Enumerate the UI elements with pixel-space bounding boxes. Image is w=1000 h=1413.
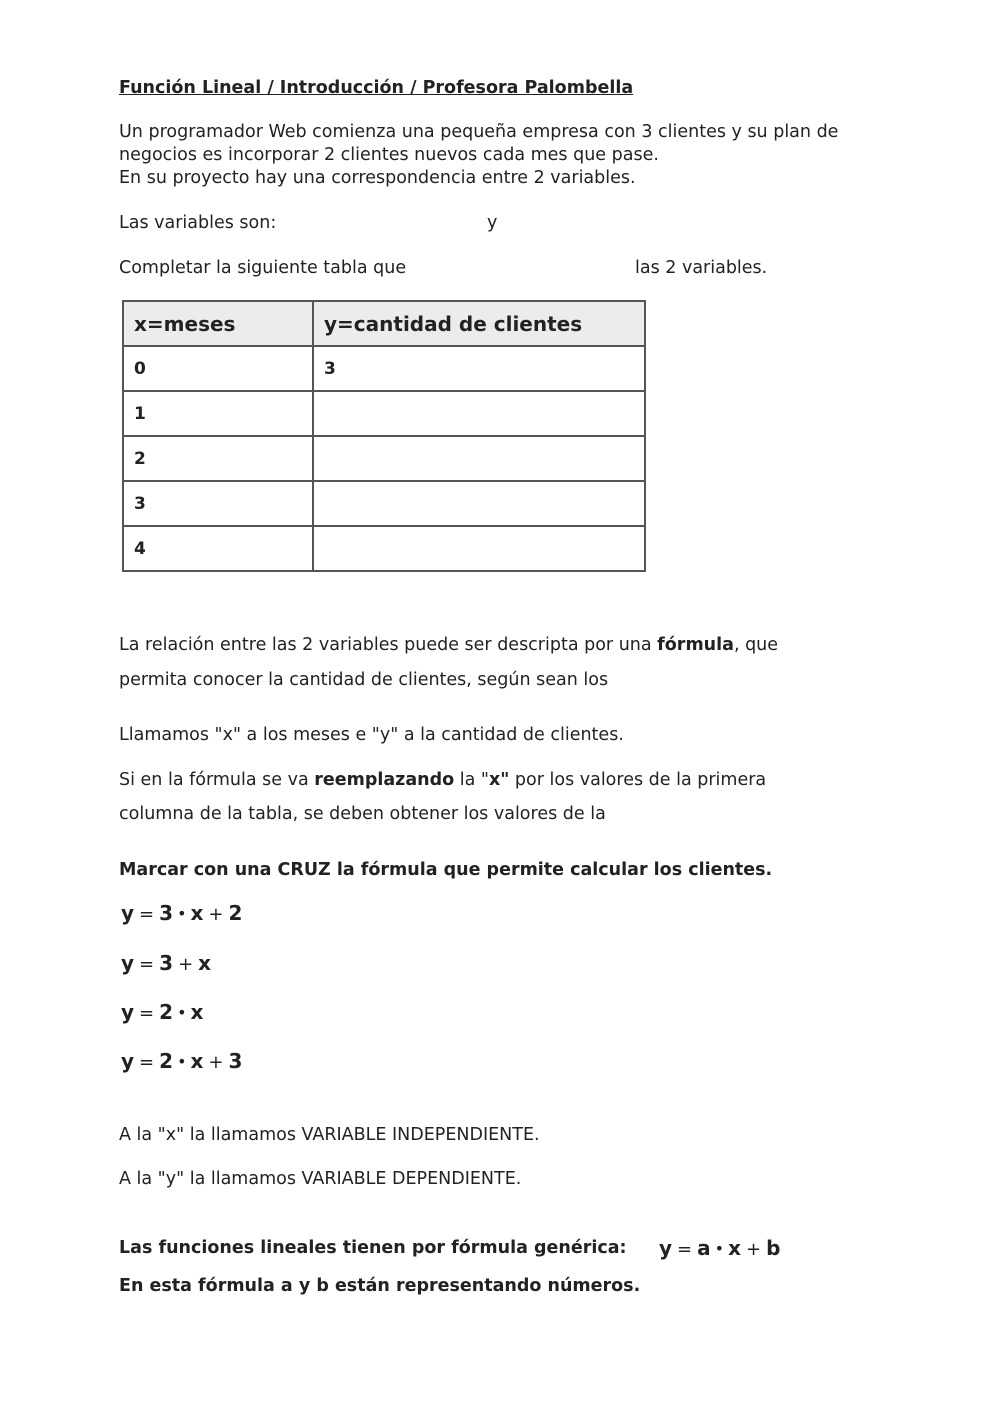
cell-y[interactable] xyxy=(313,526,645,571)
table-row xyxy=(123,481,645,526)
formula-operator-1: + xyxy=(178,954,194,975)
mark-instruction: Marcar con una CRUZ la fórmula que permite calcular los clientes. xyxy=(119,860,773,880)
formula-equals: = xyxy=(139,1052,155,1073)
generic-x: x xyxy=(728,1236,741,1260)
generic-equals: = xyxy=(677,1239,693,1260)
table-header-row xyxy=(123,301,645,346)
table-row xyxy=(123,346,645,391)
formula-y: y xyxy=(121,1000,135,1024)
dependent-line: A la "y" la llamamos VARIABLE DEPENDIENTE. xyxy=(119,1169,522,1189)
generic-y: y xyxy=(659,1236,673,1260)
formula-term-2: x xyxy=(190,1000,204,1024)
formula-operator-1: • xyxy=(177,1003,187,1022)
formula-equals: = xyxy=(139,1003,155,1024)
formula-option-2[interactable] xyxy=(121,950,211,978)
formula-term-1: 2 xyxy=(159,1049,174,1073)
cell-y[interactable] xyxy=(313,481,645,526)
replace-line-1 xyxy=(119,769,766,791)
formula-term-1: 3 xyxy=(159,951,174,975)
cell-y[interactable] xyxy=(313,436,645,481)
formula-operator-2: + xyxy=(208,1052,224,1073)
formula-term-1: 3 xyxy=(159,901,174,925)
replace-text-1: Si en la fórmula se va xyxy=(119,770,315,790)
formula-y: y xyxy=(121,901,135,925)
formula-term-2: x xyxy=(198,951,212,975)
formula-operator-2: + xyxy=(208,904,224,925)
variables-and: y xyxy=(487,213,498,233)
replace-line-2: columna de la tabla, se deben obtener los valores de la xyxy=(119,804,606,824)
generic-dot: • xyxy=(714,1239,725,1258)
replace-text-2: la " xyxy=(454,770,489,790)
cell-x: 0 xyxy=(123,346,313,391)
page-title: Función Lineal / Introducción / Profesora Palombella xyxy=(119,78,634,98)
formula-term-2: x xyxy=(190,1049,204,1073)
table-row xyxy=(123,391,645,436)
generic-b: b xyxy=(766,1236,781,1260)
final-line: En esta fórmula a y b están representando números. xyxy=(119,1276,641,1296)
formula-term-3: 3 xyxy=(228,1049,243,1073)
relation-bold: fórmula xyxy=(657,635,734,655)
formula-term-1: 2 xyxy=(159,1000,174,1024)
formula-y: y xyxy=(121,951,135,975)
generic-label: Las funciones lineales tienen por fórmula genérica: xyxy=(119,1238,627,1258)
intro-line-2: negocios es incorporar 2 clientes nuevos cada mes que pase. xyxy=(119,145,659,165)
header-x: x=meses xyxy=(123,301,313,346)
cell-x: 1 xyxy=(123,391,313,436)
formula-term-2: x xyxy=(190,901,204,925)
generic-plus: + xyxy=(745,1239,762,1260)
formula-term-3: 2 xyxy=(228,901,243,925)
table-row xyxy=(123,526,645,571)
cell-y[interactable]: 3 xyxy=(313,346,645,391)
independent-line: A la "x" la llamamos VARIABLE INDEPENDIENTE. xyxy=(119,1125,540,1145)
complete-after: las 2 variables. xyxy=(635,258,768,278)
relation-text: La relación entre las 2 variables puede ser descripta por una xyxy=(119,635,658,655)
cell-x: 2 xyxy=(123,436,313,481)
intro-line-1: Un programador Web comienza una pequeña empresa con 3 clientes y su plan de xyxy=(119,122,839,142)
formula-equals: = xyxy=(139,904,155,925)
generic-a: a xyxy=(697,1236,711,1260)
values-table xyxy=(122,300,646,572)
formula-equals: = xyxy=(139,954,155,975)
relation-line-2: permita conocer la cantidad de clientes, según sean los xyxy=(119,670,609,690)
formula-operator-1: • xyxy=(177,904,187,923)
relation-line-1 xyxy=(119,634,778,656)
naming-line: Llamamos "x" a los meses e "y" a la cantidad de clientes. xyxy=(119,725,624,745)
formula-option-3[interactable] xyxy=(121,999,203,1027)
cell-x: 3 xyxy=(123,481,313,526)
header-y: y=cantidad de clientes xyxy=(313,301,645,346)
formula-operator-1: • xyxy=(177,1052,187,1071)
replace-bold-1: reemplazando xyxy=(314,770,455,790)
complete-before: Completar la siguiente tabla que xyxy=(119,258,407,278)
intro-line-3: En su proyecto hay una correspondencia entre 2 variables. xyxy=(119,168,636,188)
table-row xyxy=(123,436,645,481)
generic-formula xyxy=(659,1235,780,1263)
formula-option-1[interactable] xyxy=(121,900,242,928)
relation-text-after: , que xyxy=(733,635,779,655)
cell-y[interactable] xyxy=(313,391,645,436)
replace-text-3: por los valores de la primera xyxy=(509,770,767,790)
cell-x: 4 xyxy=(123,526,313,571)
variables-label: Las variables son: xyxy=(119,213,277,233)
replace-bold-2: x" xyxy=(488,770,510,790)
formula-option-4[interactable] xyxy=(121,1048,242,1076)
formula-y: y xyxy=(121,1049,135,1073)
